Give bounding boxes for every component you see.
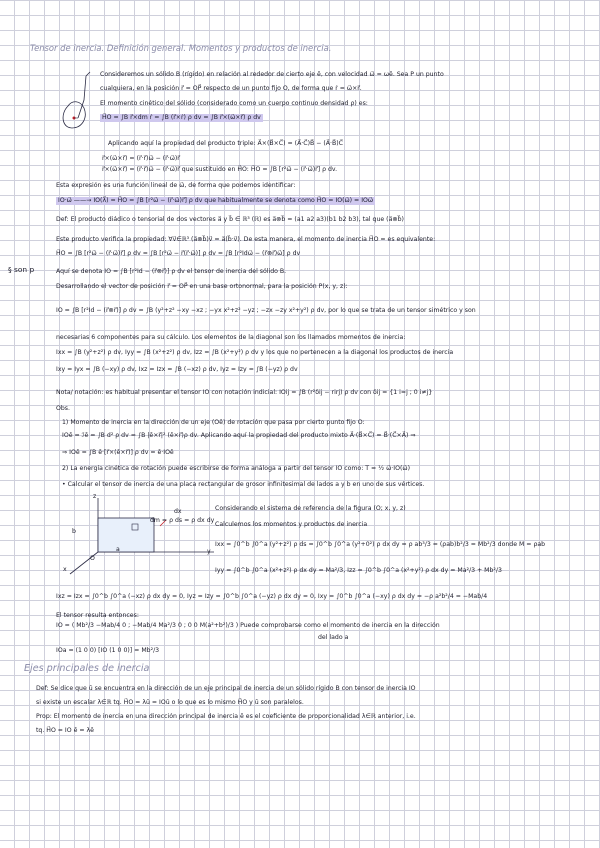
text-line: Considerando el sistema de referencia de la figura (O; x, y, z) — [215, 505, 406, 512]
text-line: IOa = (1 0 0) [IO (1 0 0)] = Mb²/3 — [56, 647, 160, 654]
text-line: tq. H⃗O = IO ē = λē — [36, 727, 94, 734]
rigid-body-sketch — [56, 70, 100, 134]
text-line: Aquí se denota IO = ∫B [r²Id − (r⃗⊗r⃗)] ρ dv el tensor de inercia del sólido B. — [56, 268, 287, 275]
section-heading: Ejes principales de inercia — [24, 663, 150, 674]
text-line: • Calcular el tensor de inercia de una placa rectangular de grosor infinitesimal de lados a y b en uno de sus vértices. — [62, 481, 425, 488]
text-line: 2) La energía cinética de rotación puede escribirse de forma análoga a partir del tensor IO como: T = ½ ω⃗·IO(ω⃗) — [62, 465, 410, 472]
text-line: Consideremos un sólido B (rígido) en relación al rededor de cierto eje ē, con velocidad ω⃗ = ωē. Sea P un punto — [100, 71, 444, 78]
text-line: H⃗O = ∫B [r²ω⃗ − (r⃗·ω⃗)r⃗] ρ dv = ∫B [r²ω⃗ − r⃗(r⃗·ω⃗)] ρ dv = ∫B [r²Idω⃗ − (r⃗⊗r⃗)ω⃗] ρ dv — [56, 250, 301, 257]
plate — [98, 518, 154, 552]
page-heading: Tensor de inercia. Definición general. Momentos y productos de inercia. — [30, 43, 332, 53]
text-line: Def: El producto diádico o tensorial de dos vectores a⃗ y b⃗ ∈ ℝ³ (ℝ) es a⃗⊗b⃗ = (a1 a2 a3)(b1 b2 b3), tal que (a⃗⊗b⃗) — [56, 216, 404, 223]
text-line: del lado a — [318, 634, 349, 641]
text-line: IO = ( Mb²/3 −Mab/4 0 ; −Mab/4 Ma²/3 0 ; 0 0 M(a²+b²)/3 ) Puede comprobarse como el momento de inercia en la dirección — [56, 622, 440, 629]
text-line: Aplicando aquí la propiedad del producto triple: A⃗×(B⃗×C⃗) = (A⃗·C⃗)B⃗ − (A⃗·B⃗)C⃗ — [108, 140, 343, 147]
text-line: Prop: El momento de inercia en una dirección principal de inercia ē es el coeficiente de proporcionalidad λ∈ℝ anterior, i.e. — [36, 713, 416, 720]
margin-note: § son p — [8, 265, 35, 274]
text-line: Obs. — [56, 405, 70, 412]
text-line: Desarrollando el vector de posición r⃗ = OP⃗ en una base ortonormal, para la posición P(x, y, z): — [56, 283, 348, 290]
highlighted-formula: H⃗O = ∫B r⃗×dm ṙ = ∫B (r⃗×ṙ) ρ dv = ∫B r⃗×(ω⃗×r⃗) ρ dv — [102, 114, 261, 121]
text-line: Ixy = Iyx = ∫B (−xy) ρ dv, Ixz = Izx = ∫B (−xz) ρ dv, Iyz = Izy = ∫B (−yz) ρ dv — [56, 366, 298, 373]
figure-axis-y: y — [207, 548, 211, 555]
figure-element-small: dx — [174, 508, 182, 515]
text-line: 1) Momento de inercia en la dirección de un eje (Oē) de rotación que pasa por cierto punto fijo O: — [62, 419, 365, 426]
text-line: Ixx = ∫B (y²+z²) ρ dv, Iyy = ∫B (x²+z²) ρ dv, Izz = ∫B (x²+y²) ρ dv y los que no pertenecen a la diagonal los productos de inercia — [56, 349, 454, 356]
text-line: Esta expresión es una función lineal de ω⃗, de forma que podemos identificar: — [56, 182, 296, 189]
figure-axis-x: x — [63, 566, 67, 573]
text-line: Ixz = Izx = ∫0^b ∫0^a (−xz) ρ dx dy = 0, Iyz = Izy = ∫0^b ∫0^a (−yz) ρ dx dy = 0, Ixy = ∫0^b ∫0^a (−xy) ρ dx dy = −ρ a²b²/4 = −Mab/4 — [56, 593, 488, 600]
figure-axis-z: z — [93, 493, 97, 500]
text-line: Ixx = ∫0^b ∫0^a (y²+z²) ρ ds = ∫0^b ∫0^a (y²+0²) ρ dx dy = ρ ab³/3 = (ρab)b²/3 = Mb²/3 donde M = ρab — [215, 541, 546, 548]
text-line: El tensor resulta entonces: — [56, 612, 139, 619]
text-line: si existe un escalar λ∈ℝ tq. H⃗O = λū = IOū o lo que es lo mismo H⃗O y ū son paralelos. — [36, 699, 304, 706]
text-line: necesarias 6 componentes para su cálculo. Los elementos de la diagonal son los llamados momentos de inercia: — [56, 334, 406, 341]
text-line: IOē = ℐē = ∫B d² ρ dv = ∫B |ē×r⃗|² (ē×r⃗)ρ dv. Aplicando aquí la propiedad del producto mixto A⃗·(B⃗×C⃗) = B⃗·(C⃗×A⃗) ⇒ — [62, 432, 416, 439]
plate-figure — [56, 490, 216, 580]
text-line: Iyy = ∫0^b ∫0^a (x²+z²) ρ dx dy = Ma²/3, Izz = ∫0^b ∫0^a (x²+y²) ρ dx dy = Ma²/3 + Mb²/3 — [215, 567, 502, 574]
text-line: ⇒ IOē = ∫B ē·[r⃗×(ē×r⃗)] ρ dv = ē·IOē — [62, 449, 174, 456]
text-line: Calculemos los momentos y productos de inercia — [215, 521, 368, 528]
figure-label-b: b — [72, 528, 76, 535]
highlighted-formula: IO·ω⃗ ——→ IO(λ⃗) = H⃗O = ∫B [r²ω⃗ − (r⃗·ω⃗)r⃗] ρ dv que habitualmente se denota como H⃗O = IO(ω⃗) = IOω⃗ — [58, 197, 374, 204]
text-line: Nota/ notación: es habitual presentar el tensor IO con notación indicial: IOij = ∫B (r²δij − rirj) ρ dv con δij = {1 i=j ; 0 i≠j} — [56, 389, 433, 396]
text-line: Def: Se dice que ū se encuentra en la dirección de un eje principal de inercia de un sólido rígido B con tensor de inercia IO — [36, 685, 416, 692]
text-line: Este producto verifica la propiedad: ∀v⃗∈ℝ³ (a⃗⊗b⃗)v⃗ = a⃗(b⃗·v⃗). De esta manera, el momento de inercia H⃗O = es equivalente: — [56, 236, 436, 243]
text-line: r⃗×(ω⃗×r⃗) = (r⃗·r⃗)ω⃗ − (r⃗·ω⃗)r⃗ — [102, 155, 180, 162]
figure-element-label: dm = ρ ds = ρ dx dy — [150, 517, 215, 524]
text-line: El momento cinético del sólido (considerado como un cuerpo continuo densidad ρ) es: — [100, 100, 368, 107]
text-line: IO = ∫B [r²Id − (r⃗⊗r⃗)] ρ dv = ∫B (y²+z² −xy −xz ; −yx x²+z² −yz ; −zx −zy x²+y²) ρ dv, por lo que se trata de un tensor simétrico y son — [56, 307, 476, 314]
text-line: r⃗×(ω⃗×r⃗) = (r⃗·r⃗)ω⃗ − (r⃗·ω⃗)r⃗ que sustituido en H⃗O: H⃗O = ∫B [r²ω⃗ − (r⃗·ω⃗)r⃗] ρ dv. — [102, 166, 338, 173]
text-line: cualquiera, en la posición r⃗ = OP⃗ respecto de un punto fijo O, de forma que ṙ = ω⃗×r⃗. — [100, 85, 362, 92]
figure-origin: O — [90, 555, 95, 562]
figure-label-a: a — [116, 546, 120, 553]
